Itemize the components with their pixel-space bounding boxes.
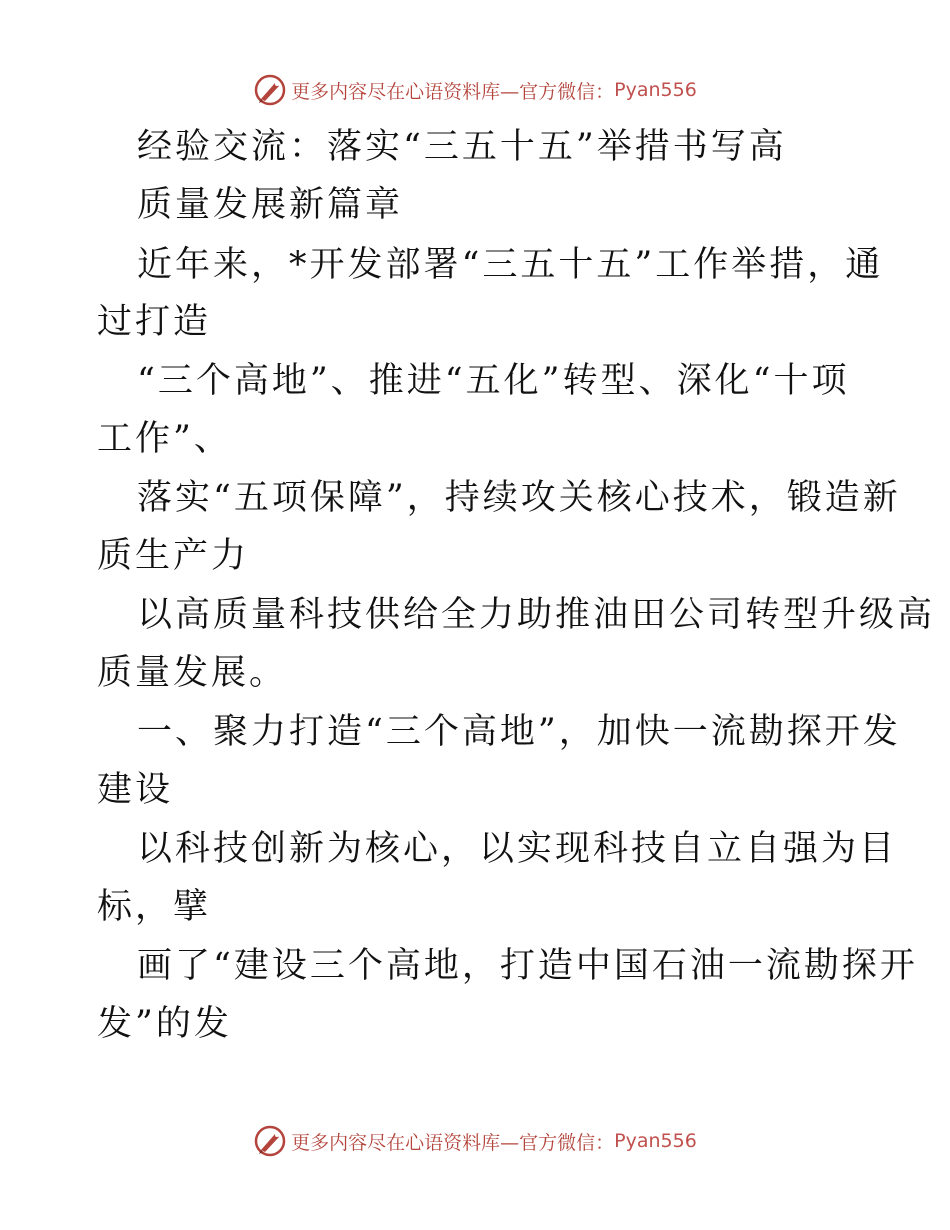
paragraph-line: “三个高地”、推进“五化”转型、深化“十项: [137, 361, 850, 401]
paragraph-line: 质生产力: [97, 536, 250, 576]
paragraph-line: 以科技创新为核心，以实现科技自立自强为目: [137, 829, 898, 869]
paragraph-line: 工作”、: [97, 419, 232, 459]
paragraph-line: 标，擘: [97, 887, 212, 927]
paragraph-line: 质量发展。: [97, 653, 288, 693]
header-banner-text: 更多内容尽在心语资料库—官方微信：: [291, 80, 615, 103]
footer-banner: [0, 1121, 950, 1161]
pen-logo-icon: [253, 1124, 287, 1158]
paragraph-line: 画了“建设三个高地，打造中国石油一流勘探开: [137, 946, 918, 986]
section-heading-line: 建设: [97, 770, 174, 810]
section-heading-line: 一、聚力打造“三个高地”，加快一流勘探开发: [137, 712, 901, 752]
paragraph-line: 近年来，*开发部署“三五十五”工作举措，通: [137, 245, 884, 285]
footer-banner-text: 更多内容尽在心语资料库—官方微信：: [291, 1131, 615, 1154]
header-banner-handle: Pyan556: [614, 79, 697, 101]
header-banner: [0, 70, 950, 110]
paragraph-line: 过打造: [97, 302, 212, 342]
pen-logo-icon: [253, 73, 287, 107]
paragraph-line: 发”的发: [97, 1004, 232, 1044]
document-title-line-1: 经验交流：落实“三五十五”举措书写高: [137, 127, 787, 167]
paragraph-line: 落实“五项保障”，持续攻关核心技术，锻造新: [137, 478, 901, 518]
document-title-line-2: 质量发展新篇章: [137, 185, 404, 225]
paragraph-line: 以高质量科技供给全力助推油田公司转型升级高: [137, 595, 936, 635]
footer-banner-handle: Pyan556: [614, 1130, 697, 1152]
